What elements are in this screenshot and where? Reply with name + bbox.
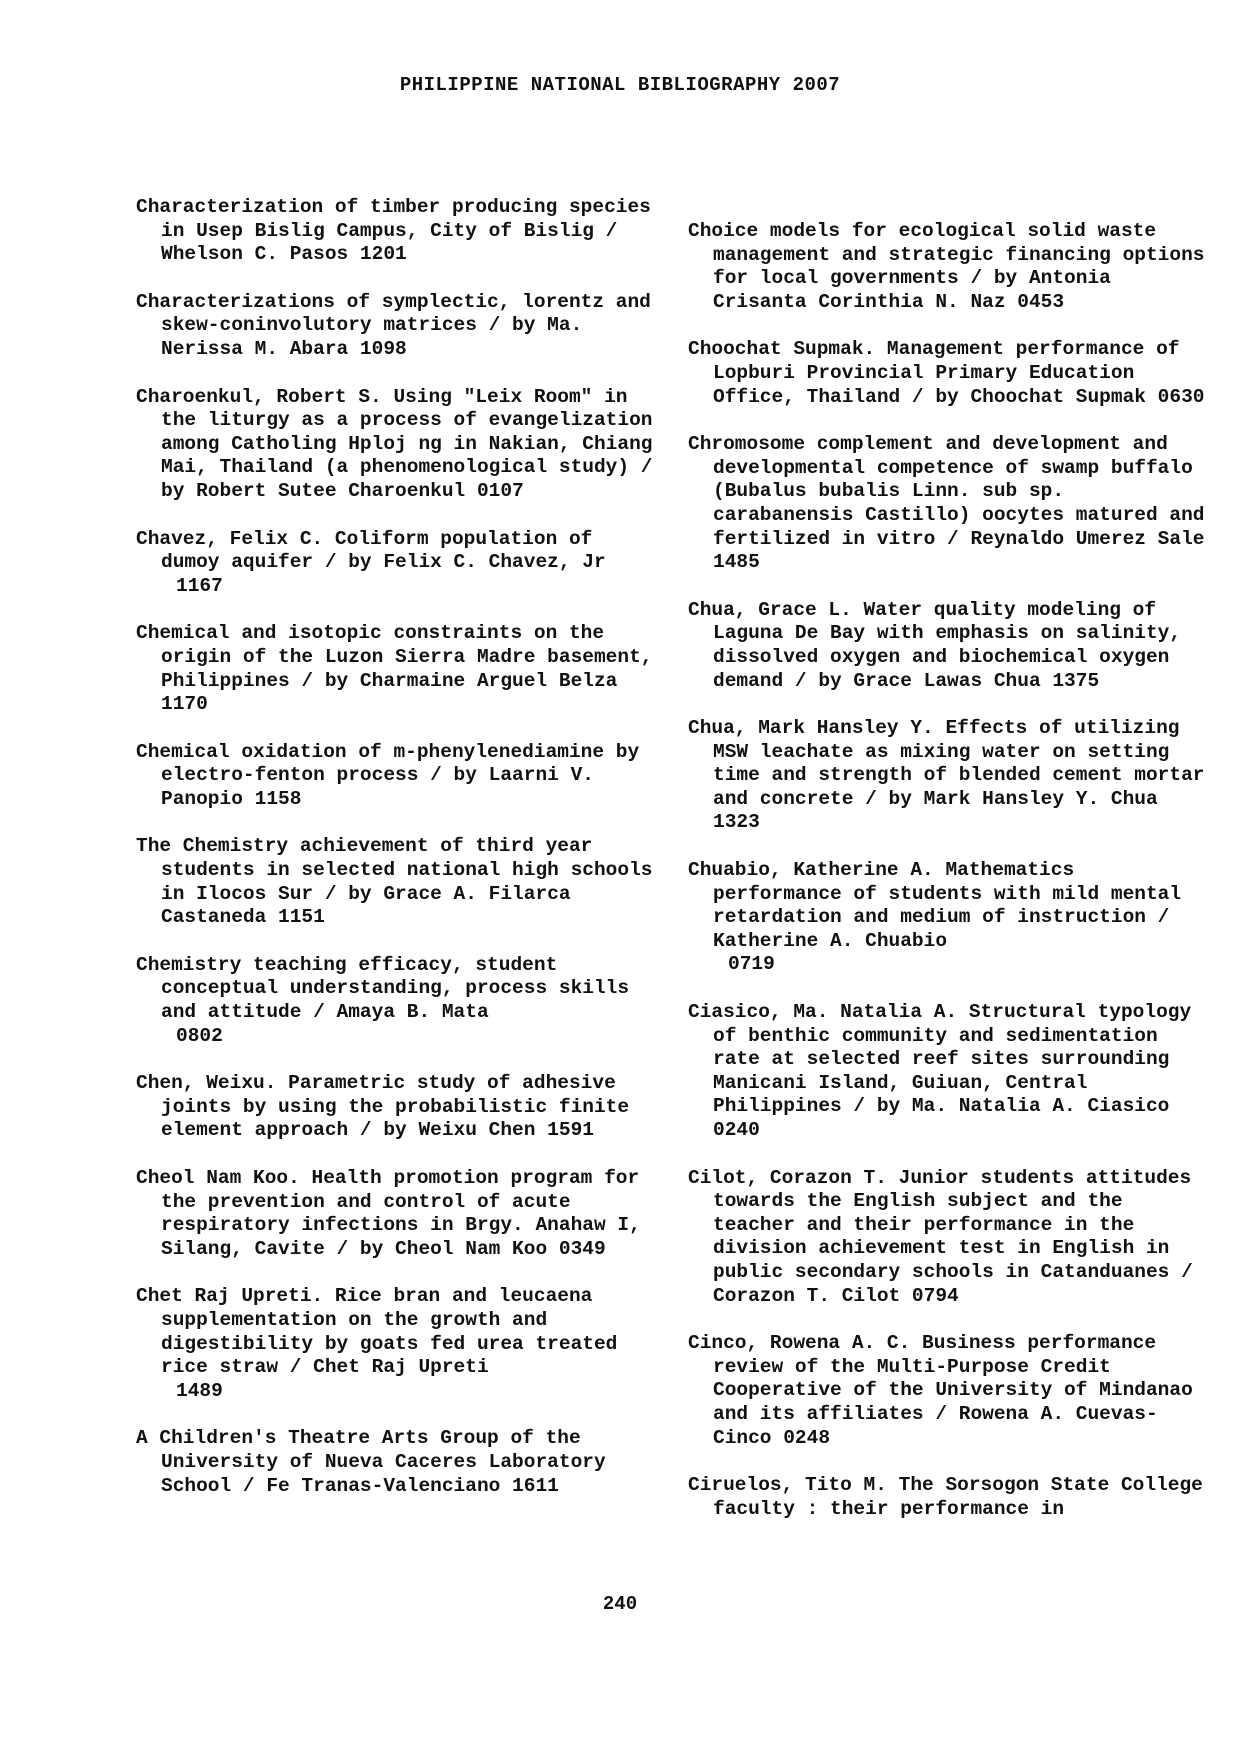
entry-text: Chen, Weixu. Parametric study of adhesive joints by using the probabilistic finite element approach / by Weixu Chen 1591 [136, 1072, 630, 1142]
bibliography-entry [688, 1474, 1208, 1521]
bibliography-entry [136, 386, 656, 504]
entry-text: Cilot, Corazon T. Junior students attitudes towards the English subject and the teacher and their performance in the division achievement test in English in public secondary schools in Catanduanes / Corazon T. Cilot 0794 [688, 1166, 1193, 1307]
entry-text: A Children's Theatre Arts Group of the University of Nueva Caceres Laboratory School / Fe Tranas-Valenciano 1611 [136, 1427, 606, 1497]
bibliography-entry [688, 338, 1208, 409]
entry-call-number: 0802 [176, 1024, 223, 1047]
entry-text: Ciasico, Ma. Natalia A. Structural typology of benthic community and sedimentation rate at selected reef sites surrounding Manicani Island, Guiuan, Central Philippines / by Ma. Natalia A. Ciasico 0240 [688, 1001, 1192, 1141]
entry-call-number: 1167 [176, 574, 223, 597]
right-column [688, 220, 1208, 1545]
entry-text: Choice models for ecological solid waste management and strategic financing options for local governments / by Antonia Crisanta Corinthia N. Naz 0453 [688, 220, 1205, 313]
entry-text: Chromosome complement and development and developmental competence of swamp buffalo (Bubalus bubalis Linn. sub sp. carabanensis Castillo) oocytes matured and fertilized in vitro / Reynaldo Umerez Sale 1485 [688, 433, 1205, 574]
entry-text: Charoenkul, Robert S. Using "Leix Room" in the liturgy as a process of evangelization among Catholing Hploj ng in Nakian, Chiang Mai, Thailand (a phenomenological study) / by Robert Sutee Charoenkul 0107 [136, 385, 653, 502]
bibliography-entry [136, 954, 656, 1048]
bibliography-entry [136, 835, 656, 929]
bibliography-entry [136, 741, 656, 812]
entry-text: Chua, Mark Hansley Y. Effects of utilizing MSW leachate as mixing water on setting time and strength of blended cement mortar and concrete / by Mark Hansley Y. Chua 1323 [688, 717, 1205, 834]
bibliography-entry [136, 291, 656, 362]
entry-text: Chet Raj Upreti. Rice bran and leucaena supplementation on the growth and digestibility by goats fed urea treated rice straw / Chet Raj Upreti [136, 1285, 618, 1379]
bibliography-entry [136, 1167, 656, 1261]
bibliography-entry [136, 1285, 656, 1403]
bibliography-entry [136, 1427, 656, 1498]
entry-text: Chavez, Felix C. Coliform population of dumoy aquifer / by Felix C. Chavez, Jr [136, 527, 606, 574]
bibliography-entry [136, 1072, 656, 1143]
bibliography-entry [688, 433, 1208, 575]
entry-text: Chemical and isotopic constraints on the origin of the Luzon Sierra Madre basement, Philippines / by Charmaine Arguel Belza 1170 [136, 622, 653, 716]
entry-text: Cheol Nam Koo. Health promotion program for the prevention and control of acute respiratory infections in Brgy. Anahaw I, Silang, Cavite / by Cheol Nam Koo 0349 [136, 1167, 641, 1260]
bibliography-entry [688, 220, 1208, 314]
entry-call-number: 1489 [176, 1379, 223, 1402]
entry-text: Ciruelos, Tito M. The Sorsogon State College faculty : their performance in [688, 1474, 1203, 1520]
bibliography-entry [688, 717, 1208, 835]
bibliography-entry [688, 599, 1208, 693]
entry-text: Chuabio, Katherine A. Mathematics performance of students with mild mental retardation and medium of instruction / Katherine A. Chuabio [688, 859, 1182, 952]
bibliography-entry [688, 1167, 1208, 1309]
bibliography-entry [136, 528, 656, 599]
entry-text: Characterizations of symplectic, lorentz and skew-coninvolutory matrices / by Ma. Nerissa M. Abara 1098 [136, 290, 651, 360]
left-column [136, 196, 656, 1522]
bibliography-entry [688, 1332, 1208, 1450]
entry-call-number: 0719 [728, 953, 775, 976]
bibliography-entry [688, 1001, 1208, 1143]
entry-text: The Chemistry achievement of third year students in selected national high schools in Ilocos Sur / by Grace A. Filarca Castaneda 1151 [136, 835, 653, 929]
entry-text: Characterization of timber producing species in Usep Bislig Campus, City of Bislig / Whelson C. Pasos 1201 [136, 196, 651, 266]
bibliography-entry [136, 622, 656, 716]
entry-text: Chemistry teaching efficacy, student conceptual understanding, process skills and attitude / Amaya B. Mata [136, 953, 630, 1024]
running-header: PHILIPPINE NATIONAL BIBLIOGRAPHY 2007 [399, 74, 841, 96]
entry-text: Chua, Grace L. Water quality modeling of Laguna De Bay with emphasis on salinity, dissolved oxygen and biochemical oxygen demand / by Grace Lawas Chua 1375 [688, 598, 1182, 692]
bibliography-entry [688, 859, 1208, 977]
entry-text: Cinco, Rowena A. C. Business performance review of the Multi-Purpose Credit Cooperative of the University of Mindanao and its affiliates / Rowena A. Cuevas-Cinco 0248 [688, 1332, 1193, 1449]
entry-text: Chemical oxidation of m-phenylenediamine by electro-fenton process / by Laarni V. Panopio 1158 [136, 740, 640, 810]
bibliography-entry [136, 196, 656, 267]
entry-text: Choochat Supmak. Management performance of Lopburi Provincial Primary Education Office, Thailand / by Choochat Supmak 0630 [688, 338, 1205, 408]
page-number: 240 [602, 1593, 638, 1615]
